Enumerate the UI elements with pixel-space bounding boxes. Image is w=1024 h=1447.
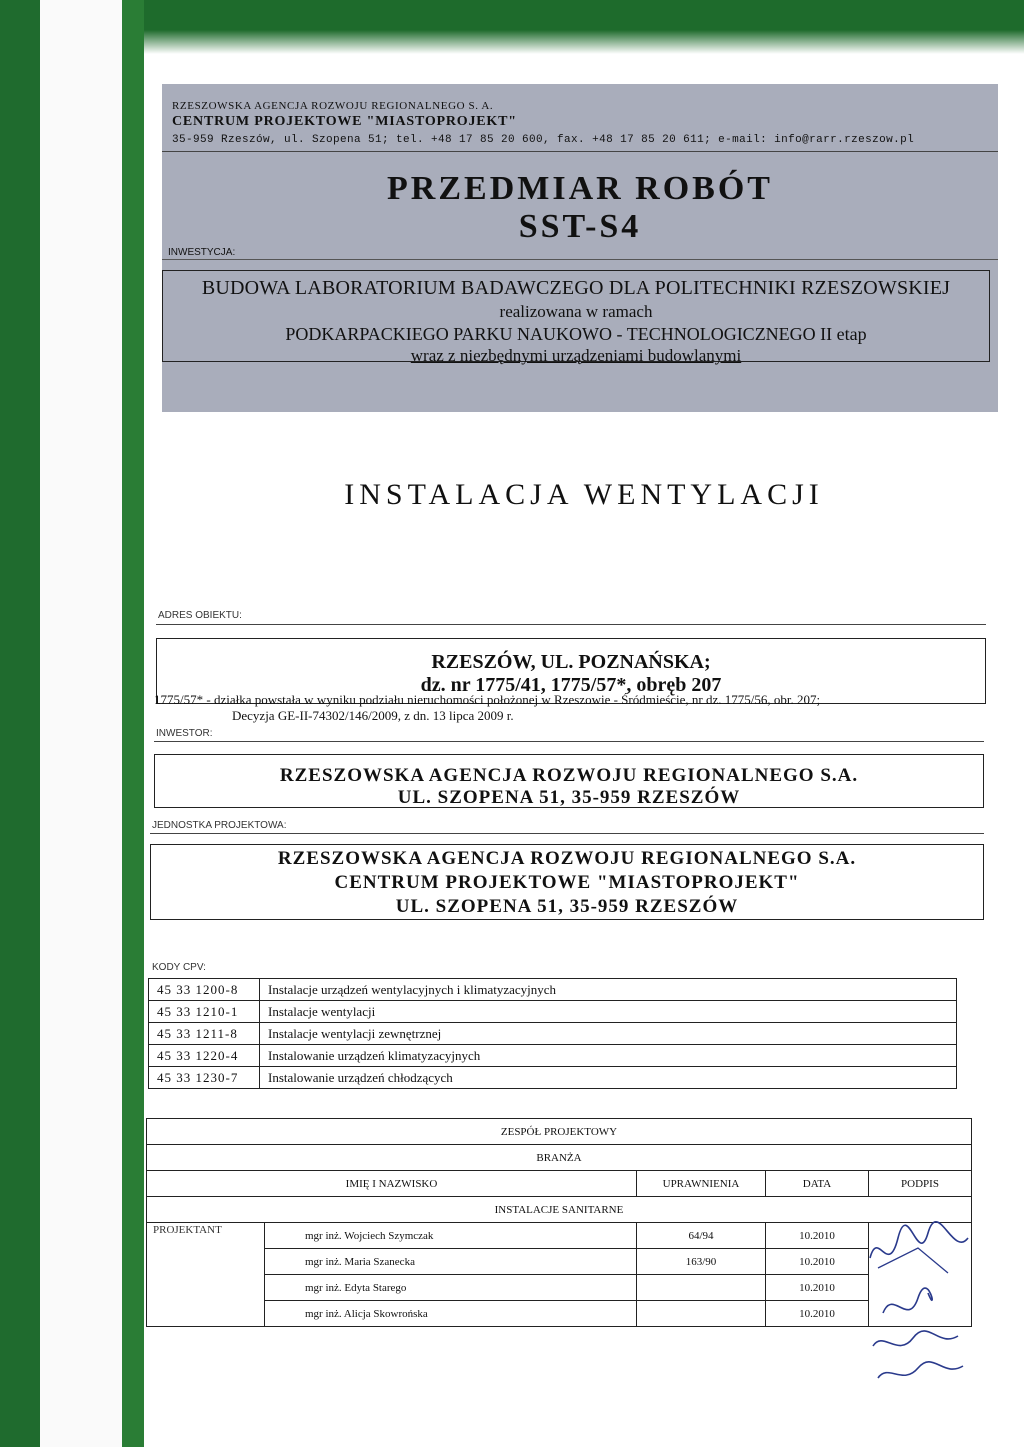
investment-line: wraz z niezbędnymi urządzeniami budowlanymi	[410, 346, 742, 365]
folder-sleeve	[40, 0, 122, 1447]
member-license	[637, 1275, 766, 1301]
investor-address: UL. SZOPENA 51, 35-959 RZESZÓW	[397, 787, 741, 808]
table-row	[147, 1145, 972, 1171]
table-row	[147, 1197, 972, 1223]
team-section: INSTALACJE SANITARNE	[147, 1197, 972, 1223]
cpv-description: Instalowanie urządzeń chłodzących	[260, 1067, 957, 1089]
table-row	[149, 1023, 957, 1045]
object-address-label: ADRES OBIEKTU:	[158, 610, 242, 621]
table-row	[147, 1301, 972, 1327]
investment-box	[162, 270, 990, 365]
cpv-label: KODY CPV:	[152, 962, 206, 973]
member-license	[637, 1301, 766, 1327]
design-unit-label: JEDNOSTKA PROJEKTOWA:	[152, 820, 287, 831]
member-date: 10.2010	[766, 1249, 869, 1275]
investment-line: PODKARPACKIEGO PARKU NAUKOWO - TECHNOLOGICZNEGO II etap	[285, 324, 867, 344]
folder-edge-left	[0, 0, 40, 1447]
object-parcels: dz. nr 1775/41, 1775/57*, obręb 207	[420, 674, 722, 696]
member-name: mgr inż. Edyta Starego	[265, 1275, 637, 1301]
divider	[156, 624, 986, 625]
design-team-table	[146, 1118, 972, 1327]
investment-line: realizowana w ramach	[499, 302, 653, 321]
document-title: PRZEDMIAR ROBÓT	[387, 170, 773, 207]
table-row	[147, 1249, 972, 1275]
investment-label: INWESTYCJA:	[168, 247, 236, 258]
parcel-note-line: 1775/57* - działka powstała w wyniku podziału nieruchomości położonej w Rzeszowie - Śródmieście, nr dz. 1775/56, obr. 207;	[154, 692, 821, 707]
object-address-line: RZESZÓW, UL. POZNAŃSKA;	[431, 651, 711, 673]
parcel-note	[154, 692, 1004, 724]
member-license: 64/94	[637, 1223, 766, 1249]
design-unit-name: RZESZOWSKA AGENCJA ROZWOJU REGIONALNEGO S.A.	[277, 848, 857, 869]
cpv-description: Instalowanie urządzeń klimatyzacyjnych	[260, 1045, 957, 1067]
member-name: mgr inż. Alicja Skowrońska	[265, 1301, 637, 1327]
cpv-code: 45 33 1230-7	[149, 1067, 260, 1089]
divider	[162, 259, 998, 260]
cpv-table	[148, 978, 957, 1089]
divider	[154, 741, 984, 742]
cpv-description: Instalacje wentylacji	[260, 1001, 957, 1023]
divider	[150, 833, 984, 834]
role-label: PROJEKTANT	[147, 1223, 265, 1327]
centrum-name: CENTRUM PROJEKTOWE "MIASTOPROJEKT"	[172, 114, 517, 129]
member-name: mgr inż. Wojciech Szymczak	[265, 1223, 637, 1249]
column-header-license: UPRAWNIENIA	[637, 1171, 766, 1197]
branch-label: BRANŻA	[147, 1145, 972, 1171]
cpv-description: Instalacje urządzeń wentylacyjnych i klimatyzacyjnych	[260, 979, 957, 1001]
folder-strip	[122, 0, 144, 1447]
member-date: 10.2010	[766, 1223, 869, 1249]
design-unit-box	[150, 844, 984, 920]
member-name: mgr inż. Maria Szanecka	[265, 1249, 637, 1275]
cpv-code: 45 33 1220-4	[149, 1045, 260, 1067]
column-header-signature: PODPIS	[869, 1171, 972, 1197]
parcel-decision: Decyzja GE-II-74302/146/2009, z dn. 13 lipca 2009 r.	[232, 708, 514, 723]
contact-address: 35-959 Rzeszów, ul. Szopena 51; tel. +48 17 85 20 600, fax. +48 17 85 20 611; e-mail: info@rarr.rzeszow.pl	[172, 134, 915, 146]
member-license: 163/90	[637, 1249, 766, 1275]
investor-box	[154, 754, 984, 808]
cpv-code: 45 33 1211-8	[149, 1023, 260, 1045]
document-code: SST-S4	[518, 208, 642, 245]
design-unit-centrum: CENTRUM PROJEKTOWE "MIASTOPROJEKT"	[334, 872, 800, 893]
table-row	[149, 979, 957, 1001]
subject-title: INSTALACJA WENTYLACJI	[344, 478, 824, 511]
cpv-code: 45 33 1210-1	[149, 1001, 260, 1023]
cpv-description: Instalacje wentylacji zewnętrznej	[260, 1023, 957, 1045]
table-row	[149, 1001, 957, 1023]
table-row	[147, 1275, 972, 1301]
document-page	[144, 48, 1024, 1447]
investor-label: INWESTOR:	[156, 728, 213, 739]
table-row	[149, 1067, 957, 1089]
agency-name: RZESZOWSKA AGENCJA ROZWOJU REGIONALNEGO S. A.	[172, 100, 494, 112]
divider	[162, 151, 998, 152]
header-banner	[162, 84, 998, 412]
table-row	[147, 1171, 972, 1197]
member-date: 10.2010	[766, 1301, 869, 1327]
member-date: 10.2010	[766, 1275, 869, 1301]
column-header-date: DATA	[766, 1171, 869, 1197]
table-row	[149, 1045, 957, 1067]
investor-name: RZESZOWSKA AGENCJA ROZWOJU REGIONALNEGO S.A.	[279, 765, 859, 786]
cpv-code: 45 33 1200-8	[149, 979, 260, 1001]
investment-line: BUDOWA LABORATORIUM BADAWCZEGO DLA POLITECHNIKI RZESZOWSKIEJ	[201, 277, 951, 299]
table-row	[147, 1119, 972, 1145]
team-title: ZESPÓŁ PROJEKTOWY	[147, 1119, 972, 1145]
design-unit-address: UL. SZOPENA 51, 35-959 RZESZÓW	[395, 896, 739, 917]
handwritten-signatures	[858, 1218, 978, 1388]
table-row	[147, 1223, 972, 1249]
column-header-name: IMIĘ I NAZWISKO	[147, 1171, 637, 1197]
